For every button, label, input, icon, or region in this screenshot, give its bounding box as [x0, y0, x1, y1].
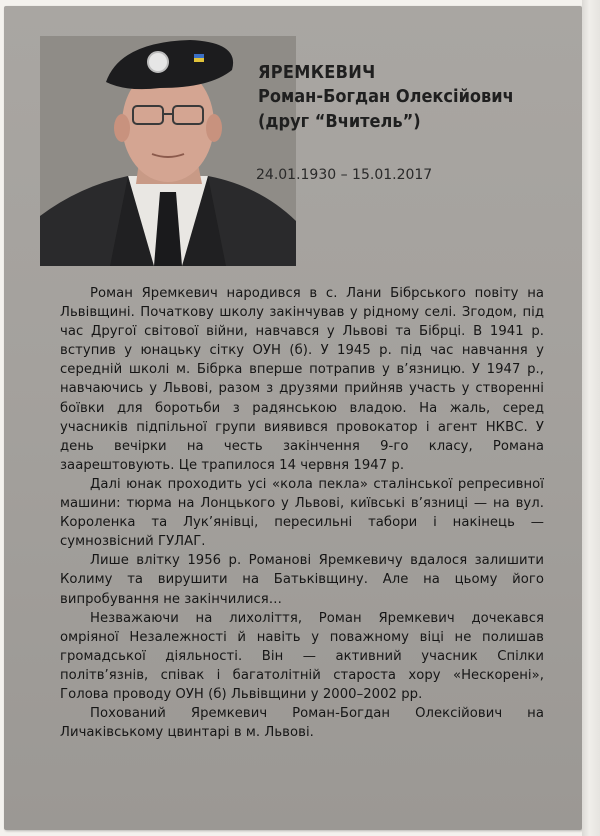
bio-paragraph: Незважаючи на лихоліття, Роман Яремкевич дочекався омріяної Незалежності й навіть у поважному віці не полишав громадської діяльності. Він — активний учасник Спілки політв’язнів, співак і багатолітній староста хору «Нескорені», Голова проводу ОУН (б) Львівщини у 2000–2002 рр. — [60, 610, 544, 702]
name-block — [258, 62, 514, 134]
bio-paragraph: Роман Яремкевич народився в с. Лани Бібрського повіту на Львівщині. Початкову школу закінчував у рідному селі. Згодом, під час Другої світової війни, навчався у Львові та Бібрці. В 1941 р. вступив у юнацьку сітку ОУН (б). У 1945 р. під час навчання у середній школі м. Бібрка вперше потрапив у в’язницю. У 1947 р., навчаючись у Львові, разом з друзями прийняв участь у створенні боївки для боротьби з радянською владою. На жаль, серед учасників підпільної групи виявився провокатор і агент НКВС. У день вечірки на честь закінчення 9-го класу, Романа заарештовують. Це трапилося 14 червня 1947 р. — [60, 286, 544, 473]
page-edge — [582, 0, 600, 836]
bio-paragraph: Похований Яремкевич Роман-Богдан Олексійович на Личаківському цвинтарі в м. Львові. — [60, 706, 544, 741]
nickname: (друг “Вчитель”) — [258, 111, 421, 132]
given-names: Роман-Богдан Олексійович — [258, 86, 514, 107]
surname: ЯРЕМКЕВИЧ — [258, 62, 376, 83]
bio-paragraph: Лише влітку 1956 р. Романові Яремкевичу вдалося залишити Колиму та вирушити на Батьківщину. Але на цьому його випробування не закінчилися… — [60, 553, 544, 607]
life-dates: 24.01.1930 – 15.01.2017 — [256, 167, 433, 183]
bio-paragraph: Далі юнак проходить усі «кола пекла» сталінської репресивної машини: тюрма на Лонцького у Львові, київські в’язниці — на вул. Короленка та Лук’янівці, пересильні табори і накінець — сумнозвісний ГУЛАГ. — [60, 476, 544, 550]
biography — [60, 284, 544, 742]
